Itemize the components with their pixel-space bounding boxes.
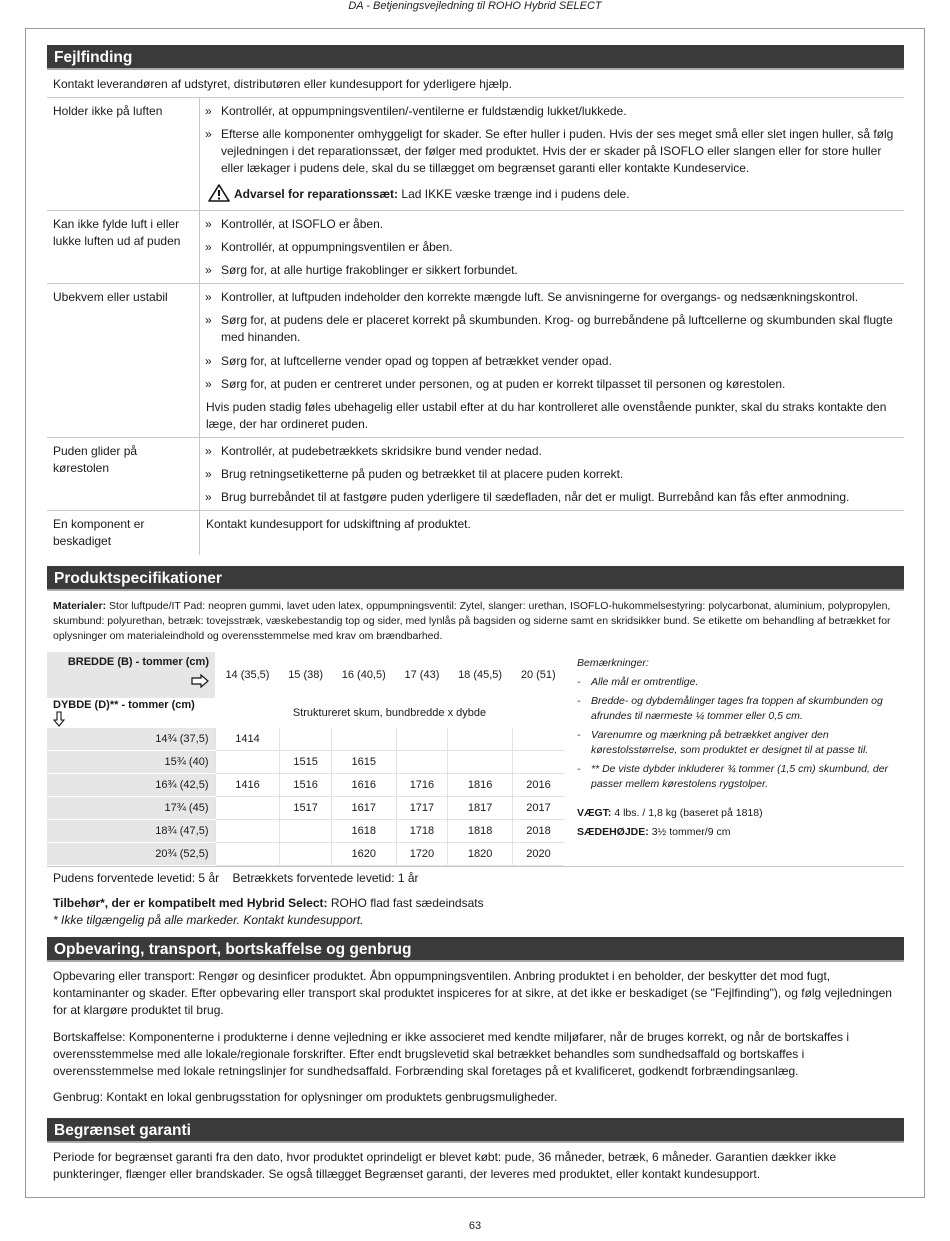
check-item: » Kontrollér, at oppumpningsventilen er åben. xyxy=(205,240,453,254)
model-cell: 1718 xyxy=(396,819,447,842)
problem-label: Puden glider på kørestolen xyxy=(53,444,138,475)
check-item: » Brug burrebåndet til at fastgøre puden yderligere til sædefladen, når det er muligt. Burrebånd kan fås efter anmodning. xyxy=(205,490,850,504)
model-cell: 1620 xyxy=(331,842,396,865)
check-item: » Sørg for, at puden er centreret under personen, og at puden er korrekt tilpasset til personen og kørestolen. xyxy=(205,377,786,391)
model-cell: 1618 xyxy=(331,819,396,842)
column-divider xyxy=(199,98,200,555)
size-table xyxy=(47,652,564,866)
model-cell: 1617 xyxy=(331,796,396,819)
note-item: - ** De viste dybder inkluderer ¾ tommer (1,5 cm) skumbund, der passer mellem kørestolens rygstolper. xyxy=(577,763,889,790)
divider xyxy=(47,866,904,867)
model-cell: 2016 xyxy=(513,773,564,796)
model-cell xyxy=(215,796,280,819)
model-cell: 1720 xyxy=(396,842,447,865)
divider xyxy=(47,437,904,438)
model-cell: 1818 xyxy=(448,819,513,842)
model-cell xyxy=(280,842,331,865)
troubleshooting-intro: Kontakt leverandøren af udstyret, distributøren eller kundesupport for yderligere hjælp. xyxy=(53,77,512,91)
check-item: » Kontrollér, at oppumpningsventilen/-ventilerne er fuldstændig lukket/lukkede. xyxy=(205,104,627,118)
model-cell xyxy=(280,727,331,750)
divider xyxy=(47,210,904,211)
depth-row-header: 18¾ (47,5) xyxy=(47,819,215,842)
check-item: » Kontrollér, at pudebetrækkets skridsikre bund vender nedad. xyxy=(205,444,542,458)
model-cell: 1820 xyxy=(448,842,513,865)
model-cell xyxy=(396,727,447,750)
model-cell xyxy=(215,819,280,842)
model-cell xyxy=(396,750,447,773)
page-number: 63 xyxy=(468,1220,482,1232)
expected-lifetime: Pudens forventede levetid: 5 år Betrækkets forventede levetid: 1 år xyxy=(53,871,419,885)
divider xyxy=(47,510,904,511)
warranty-text: Periode for begrænset garanti fra den dato, hvor produktet oprindeligt er blevet købt: pude, 36 måneder, betræk, 6 måneder. Garantien dækker ikke punkteringer, flænger eller brandskader. Se også tillægget Begrænset garanti, der leveres med produktet, eller kontakt kundesupport. xyxy=(53,1150,837,1181)
spec-notes xyxy=(577,656,897,840)
depth-row-header: 16¾ (42,5) xyxy=(47,773,215,796)
model-cell xyxy=(448,727,513,750)
model-cell: 1515 xyxy=(280,750,331,773)
model-cell xyxy=(280,819,331,842)
model-cell xyxy=(448,750,513,773)
model-cell xyxy=(331,727,396,750)
model-cell: 1416 xyxy=(215,773,280,796)
notes-title: Bemærkninger: xyxy=(577,657,649,669)
model-cell: 2020 xyxy=(513,842,564,865)
model-cell: 1414 xyxy=(215,727,280,750)
check-item: » Efterse alle komponenter omhyggeligt for skader. Se efter huller i puden. Hvis der ses meget små eller slet ingen huller, så følg vejledningen i det reparationssæt, der følger med produktet. Hvis der er skader på ISOFLO eller slangen eller for store huller eller lækager i pudens dele, skal du se tillægget om begrænset garanti eller kontakte Kundeservice. xyxy=(205,127,894,175)
weight: VÆGT: 4 lbs. / 1,8 kg (baseret på 1818) xyxy=(577,807,763,819)
note-item: - Bredde- og dybdemålinger tages fra toppen af skumbunden og afrundes til nærmeste ¼ tommer eller 0,5 cm. xyxy=(577,695,883,722)
width-column-header: 17 (43) xyxy=(396,652,447,698)
check-item: » Kontrollér, at ISOFLO er åben. xyxy=(205,217,384,231)
storage-paragraph: Opbevaring eller transport: Rengør og desinficer produktet. Åbn oppumpningsventilen. Anbring produktet i en beholder, der beskytter det mod fugt, kontaminanter og skader. Efter opbevaring eller transport skal produktet inspiceres for at sikre, at det ikke er beskadiget (se "Fejlfinding"), og følg vejledningen for at klargøre produktet til brug. xyxy=(53,969,892,1017)
model-cell: 1717 xyxy=(396,796,447,819)
model-cell: 1517 xyxy=(280,796,331,819)
depth-row-header: 20¾ (52,5) xyxy=(47,842,215,865)
model-cell: 2018 xyxy=(513,819,564,842)
width-column-header: 20 (51) xyxy=(513,652,564,698)
model-cell: 1516 xyxy=(280,773,331,796)
note-item: - Alle mål er omtrentlige. xyxy=(577,676,699,688)
section-title-storage: Opbevaring, transport, bortskaffelse og genbrug xyxy=(47,937,904,962)
running-header: DA - Betjeningsvejledning til ROHO Hybrid SELECT xyxy=(348,0,602,12)
divider xyxy=(47,97,904,98)
problem-label: Kan ikke fylde luft i eller lukke luften ud af puden xyxy=(53,217,181,248)
check-item: » Brug retningsetiketterne på puden og betrækket til at placere puden korrekt. xyxy=(205,467,624,481)
accessory-note: * Ikke tilgængelig på alle markeder. Kontakt kundesupport. xyxy=(53,913,364,927)
repair-kit-warning: Advarsel for reparationssæt: Lad IKKE væske trænge ind i pudens dele. xyxy=(208,184,898,203)
depth-row-header: 17¾ (45) xyxy=(47,796,215,819)
width-header-cell: BREDDE (B) - tommer (cm) xyxy=(47,652,215,698)
model-cell xyxy=(513,727,564,750)
model-cell: 2017 xyxy=(513,796,564,819)
model-cell: 1817 xyxy=(448,796,513,819)
check-item: » Sørg for, at luftcellerne vender opad og toppen af betrækket vender opad. xyxy=(205,354,612,368)
problem-label: En komponent er beskadiget xyxy=(53,517,145,548)
materials-text: Materialer: Stor luftpude/IT Pad: neopren gummi, lavet uden latex, oppumpningsventil: Zytel, slanger: urethan, ISOFLO-hukommelsestyring: polycarbonat, aluminium, polypropylen, skumbund: polyurethan, betræk: tovejsstræk, væskebestandig top og sider, med lynlås på bagsiden og siderne samt en skridsikker bund. Se etikette om behandling af betrækket for oplysninger om materialeindhold og overensstemmelse med krav om brændbarhed. xyxy=(53,600,891,642)
model-cell xyxy=(513,750,564,773)
section-title-specs: Produktspecifikationer xyxy=(47,566,904,591)
width-column-header: 14 (35,5) xyxy=(215,652,280,698)
solution-text: Kontakt kundesupport for udskiftning af produktet. xyxy=(206,517,471,531)
model-cell: 1716 xyxy=(396,773,447,796)
escalation-note: Hvis puden stadig føles ubehagelig eller ustabil efter at du har kontrolleret alle ovenstående punkter, skal du straks kontakte den læge, der har ordineret puden. xyxy=(206,400,887,431)
problem-label: Ubekvem eller ustabil xyxy=(53,290,168,304)
arrow-down-icon xyxy=(53,711,65,727)
depth-row-header: 15¾ (40) xyxy=(47,750,215,773)
divider xyxy=(47,283,904,284)
recycling-paragraph: Genbrug: Kontakt en lokal genbrugsstation for oplysninger om produktets genbrugsmuligheder. xyxy=(53,1090,558,1104)
check-item: » Sørg for, at pudens dele er placeret korrekt på skumbunden. Krog- og burrebåndene på luftcellerne og skumbunden skal flugte med hinanden. xyxy=(205,313,893,344)
depth-row-header: 14¾ (37,5) xyxy=(47,727,215,750)
check-item: » Sørg for, at alle hurtige frakoblinger er sikkert forbundet. xyxy=(205,263,518,277)
depth-header-cell: DYBDE (D)** - tommer (cm) xyxy=(47,698,215,727)
model-cell: 1616 xyxy=(331,773,396,796)
width-column-header: 18 (45,5) xyxy=(448,652,513,698)
foam-note: Struktureret skum, bundbredde x dybde xyxy=(215,698,564,727)
accessory: Tilbehør*, der er kompatibelt med Hybrid Select: ROHO flad fast sædeindsats xyxy=(53,896,484,910)
problem-label: Holder ikke på luften xyxy=(53,104,163,118)
section-title-warranty: Begrænset garanti xyxy=(47,1118,904,1143)
check-item: » Kontroller, at luftpuden indeholder den korrekte mængde luft. Se anvisningerne for overgangs- og nedsænkningskontrol. xyxy=(205,290,859,304)
note-item: - Varenumre og mærkning på betrækket angiver den kørestolsstørrelse, som produktet er designet til at passe til. xyxy=(577,729,869,756)
width-column-header: 16 (40,5) xyxy=(331,652,396,698)
model-cell xyxy=(215,750,280,773)
seat-height: SÆDEHØJDE: 3½ tommer/9 cm xyxy=(577,826,731,838)
arrow-right-icon xyxy=(191,674,209,688)
disposal-paragraph: Bortskaffelse: Komponenterne i produkterne i denne vejledning er ikke associeret med kendte miljøfarer, når de bruges korrekt, og når de bortskaffes i overensstemmelse med alle lokale/regionale forskrifter. Efter endt brugslevetid skal betrækket behandles som sundhedsaffald og bortskaffes i overensstemmelse med lokale retningslinjer for sundhedsaffald. Forbrænding skal foretages på et kvalificeret, godkendt forbrændingsanlæg. xyxy=(53,1030,849,1078)
model-cell: 1615 xyxy=(331,750,396,773)
width-column-header: 15 (38) xyxy=(280,652,331,698)
model-cell: 1816 xyxy=(448,773,513,796)
section-title-troubleshooting: Fejlfinding xyxy=(47,45,904,70)
warning-icon xyxy=(208,184,230,202)
model-cell xyxy=(215,842,280,865)
